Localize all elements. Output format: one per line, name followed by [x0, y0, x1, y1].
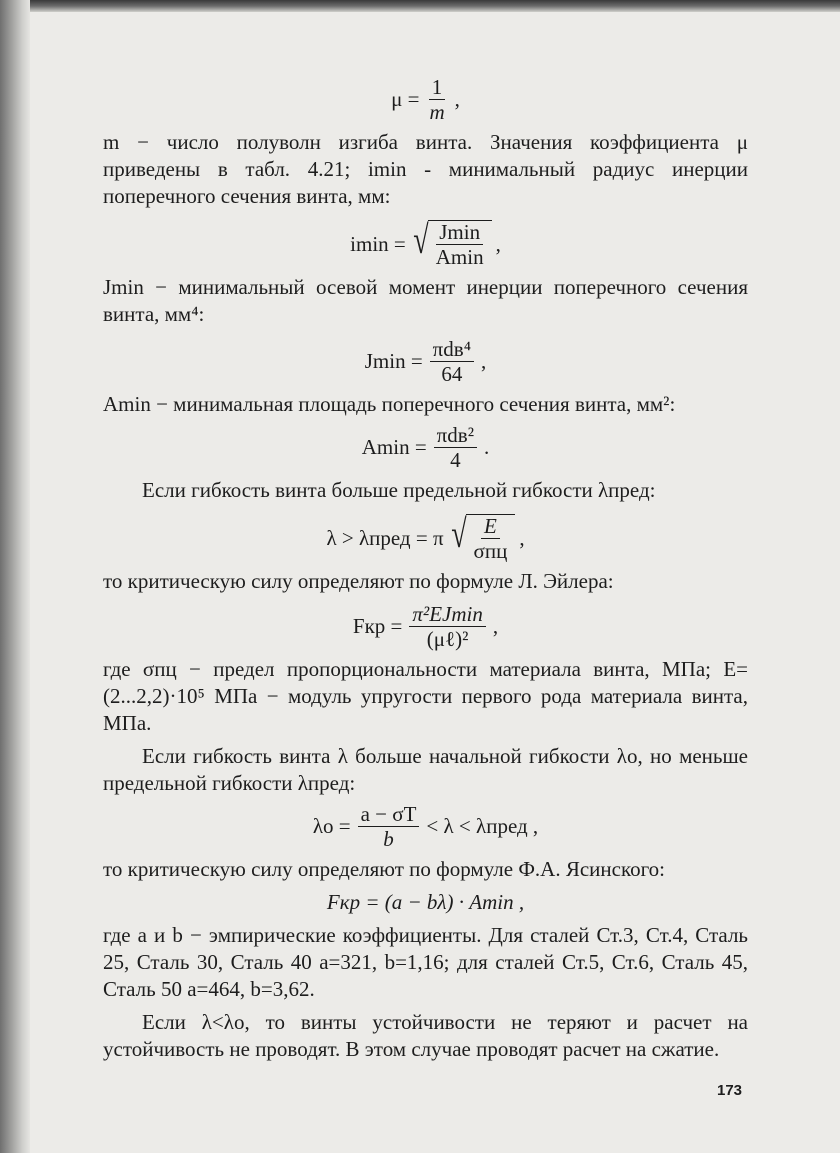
formula-euler	[103, 603, 748, 650]
formula-lambda-tail: ,	[519, 525, 525, 550]
paragraph-1: m − число полуволн изгиба винта. Значения коэффициента μ приведены в табл. 4.21; imin - минимальный радиус инерции поперечного сечения винта, мм:	[103, 130, 748, 208]
formula-imin-numerator: Jmin	[436, 221, 483, 245]
formula-lambda0	[103, 803, 748, 850]
formula-mu-numerator: 1	[429, 76, 446, 100]
formula-amin-denominator: 4	[450, 448, 461, 472]
formula-lambda-denominator: σпц	[473, 539, 508, 563]
formula-imin-denominator: Amin	[435, 245, 484, 269]
formula-jmin	[103, 338, 748, 385]
paragraph-8: то критическую силу определяют по формуле Ф.А. Ясинского:	[103, 857, 666, 881]
sqrt-sign: √	[413, 217, 429, 262]
formula-yasinsky	[103, 889, 748, 916]
formula-imin-sqrt	[410, 217, 492, 269]
page-number: 173	[717, 1082, 743, 1099]
formula-mu-denominator: m	[429, 100, 445, 124]
formula-mu-tail: ,	[454, 87, 460, 111]
formula-jmin-denominator: 64	[441, 362, 463, 386]
formula-lambda-lhs: λ > λпред = π	[326, 525, 444, 550]
formula-mu-fraction	[426, 76, 447, 123]
formula-amin-tail: .	[484, 435, 490, 459]
paragraph-4: Если гибкость винта больше предельной гибкости λпред:	[142, 478, 656, 502]
paragraph-10: Если λ<λo, то винты устойчивости не теряют и расчет на устойчивость не проводят. В этом случае проводят расчет на сжатие.	[103, 1010, 748, 1061]
page-top-edge	[0, 0, 840, 12]
formula-lambda0-fraction	[358, 803, 420, 850]
formula-lambda0-tail: < λ < λпред ,	[426, 814, 539, 838]
formula-imin-fraction	[433, 221, 487, 268]
formula-jmin-numerator: πdв⁴	[430, 338, 474, 362]
paragraph-9: где a и b − эмпирические коэффициенты. Для сталей Ст.3, Ст.4, Сталь 25, Сталь 30, Сталь 40 a=321, b=1,16; для сталей Ст.5, Ст.6, Сталь 45, Сталь 50 a=464, b=3,62.	[103, 923, 748, 1001]
formula-lambda0-denominator: b	[383, 827, 394, 851]
formula-euler-fraction	[409, 603, 485, 650]
paragraph-3: Amin − минимальная площадь поперечного сечения винта, мм²:	[103, 392, 676, 416]
formula-euler-numerator: π²EJmin	[409, 603, 485, 627]
formula-imin-tail: ,	[495, 231, 501, 256]
formula-amin-fraction	[434, 424, 477, 471]
formula-euler-denominator: (μℓ)²	[426, 627, 469, 651]
formula-imin-lhs: imin =	[350, 231, 406, 256]
formula-jmin-fraction	[430, 338, 474, 385]
formula-lambda-sqrt	[448, 511, 516, 563]
formula-lambda-numerator: E	[481, 515, 500, 539]
formula-lambda-fraction	[471, 515, 511, 562]
paragraph-2: Jmin − минимальный осевой момент инерции поперечного сечения винта, мм⁴:	[103, 275, 748, 326]
book-spine-shadow	[0, 0, 30, 1153]
paragraph-6: где σпц − предел пропорциональности материала винта, МПа; E=(2...2,2)·10⁵ МПа − модуль упругости первого рода материала винта, МПа.	[103, 657, 748, 735]
formula-jmin-lhs: Jmin =	[364, 349, 423, 373]
formula-lambda-radicand	[466, 514, 516, 562]
formula-amin-numerator: πdв²	[434, 424, 477, 448]
formula-euler-tail: ,	[492, 614, 499, 638]
sqrt-sign: √	[450, 511, 467, 556]
formula-imin-radicand	[428, 220, 492, 268]
document-page	[103, 70, 748, 1063]
paragraph-5: то критическую силу определяют по формуле Л. Эйлера:	[103, 569, 614, 593]
paragraph-7: Если гибкость винта λ больше начальной гибкости λo, но меньше предельной гибкости λпред:	[103, 744, 748, 795]
formula-euler-lhs: Fкр =	[352, 614, 403, 638]
formula-lambda0-numerator: a − σT	[358, 803, 420, 827]
formula-yasinsky-text: Fкр = (a − bλ) · Amin ,	[326, 890, 525, 914]
formula-amin	[103, 424, 748, 471]
formula-lambda	[103, 511, 748, 563]
formula-lambda0-lhs: λo =	[312, 814, 351, 838]
formula-jmin-tail: ,	[481, 349, 487, 373]
formula-imin	[103, 217, 748, 269]
formula-amin-lhs: Amin =	[361, 435, 427, 459]
formula-mu	[103, 76, 748, 123]
formula-mu-lhs: μ =	[391, 87, 420, 111]
